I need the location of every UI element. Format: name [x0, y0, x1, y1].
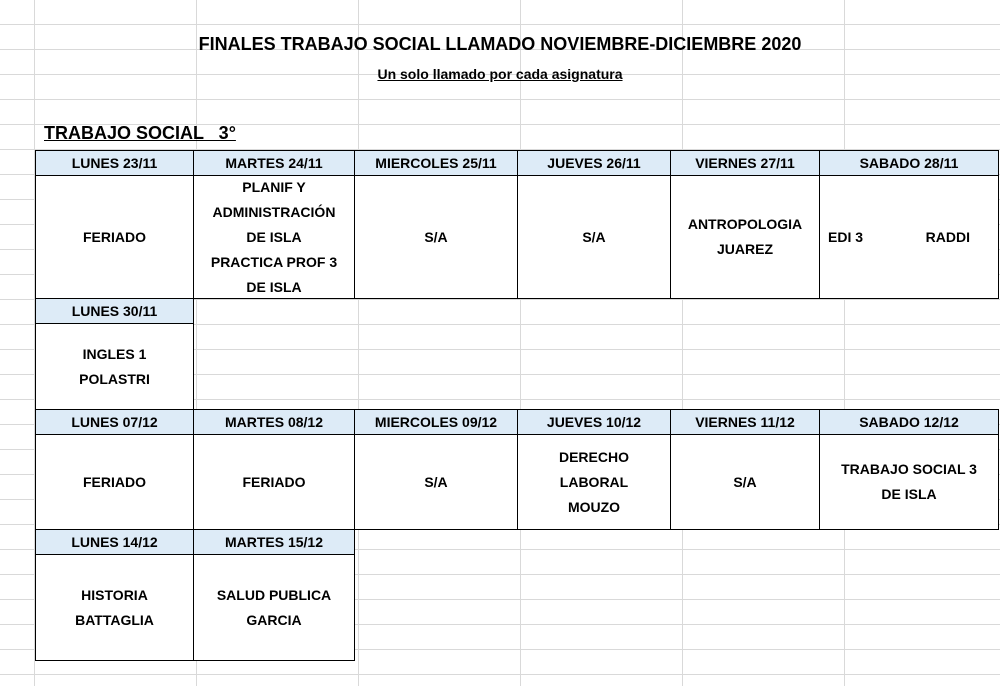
exam-cell-lunes-14-12	[35, 554, 194, 661]
exam-cell-jueves-26-11	[517, 175, 671, 299]
exam-cell-viernes-11-12	[670, 434, 820, 530]
day-header-sabado-12-12: SABADO 12/12	[819, 409, 999, 435]
exam-line: DE ISLA	[246, 228, 302, 245]
exam-cell-miercoles-25-11	[354, 175, 518, 299]
exam-cell-martes-08-12	[193, 434, 355, 530]
day-header-martes-15-12: MARTES 15/12	[193, 529, 355, 555]
day-header-miercoles-09-12: MIERCOLES 09/12	[354, 409, 518, 435]
exam-line: DE ISLA	[881, 486, 937, 502]
exam-line: LABORAL	[559, 473, 629, 490]
exam-line: PRACTICA PROF 3	[210, 253, 338, 270]
exam-line: JUAREZ	[716, 241, 773, 257]
day-header-sabado-28-11: SABADO 28/11	[819, 150, 999, 176]
exam-cell-lunes-30-11	[35, 323, 194, 410]
exam-cell-martes-15-12	[193, 554, 355, 661]
exam-line: DE ISLA	[246, 278, 302, 295]
day-header-lunes-14-12: LUNES 14/12	[35, 529, 194, 555]
day-header-viernes-11-12: VIERNES 11/12	[670, 409, 820, 435]
day-header-martes-24-11: MARTES 24/11	[193, 150, 355, 176]
day-header-jueves-26-11: JUEVES 26/11	[517, 150, 671, 176]
exam-cell-sabado-12-12	[819, 434, 999, 530]
exam-line: DERECHO	[558, 448, 629, 465]
day-header-jueves-10-12: JUEVES 10/12	[517, 409, 671, 435]
exam-line: PLANIF Y	[242, 178, 306, 195]
exam-line: S/A	[424, 228, 448, 245]
exam-line: RADDI	[925, 228, 970, 245]
exam-cell-jueves-10-12	[517, 434, 671, 530]
exam-line: TRABAJO SOCIAL 3	[841, 461, 977, 477]
day-header-lunes-07-12: LUNES 07/12	[35, 409, 194, 435]
section-title: TRABAJO SOCIAL 3°	[44, 123, 236, 143]
exam-cell-lunes-07-12	[35, 434, 194, 530]
exam-cell-martes-24-11	[193, 175, 355, 299]
exam-line: S/A	[424, 473, 448, 490]
exam-line: S/A	[733, 473, 757, 490]
exam-line: BATTAGLIA	[75, 611, 154, 628]
exam-line: FERIADO	[83, 473, 146, 490]
exam-cell-miercoles-09-12	[354, 434, 518, 530]
exam-cell-viernes-27-11	[670, 175, 820, 299]
exam-line: SALUD PUBLICA	[216, 586, 332, 603]
exam-line: ANTROPOLOGIA	[687, 216, 803, 232]
page-title: FINALES TRABAJO SOCIAL LLAMADO NOVIEMBRE-DICIEMBRE 2020	[198, 34, 802, 54]
exam-line: FERIADO	[242, 473, 306, 490]
page-subtitle: Un solo llamado por cada asignatura	[377, 66, 623, 82]
day-header-lunes-30-11: LUNES 30/11	[35, 298, 194, 324]
exam-line: ADMINISTRACIÓN	[212, 203, 336, 220]
exam-line: EDI 3	[828, 228, 864, 245]
exam-line: POLASTRI	[79, 370, 150, 387]
exam-line: MOUZO	[567, 498, 621, 515]
day-header-viernes-27-11: VIERNES 27/11	[670, 150, 820, 176]
day-header-martes-08-12: MARTES 08/12	[193, 409, 355, 435]
exam-line: INGLES 1	[82, 345, 147, 362]
exam-line: S/A	[582, 228, 606, 245]
exam-line: GARCIA	[246, 611, 302, 628]
exam-line: FERIADO	[83, 228, 146, 245]
day-header-lunes-23-11: LUNES 23/11	[35, 150, 194, 176]
exam-cell-lunes-23-11	[35, 175, 194, 299]
day-header-miercoles-25-11: MIERCOLES 25/11	[354, 150, 518, 176]
exam-line: HISTORIA	[81, 586, 148, 603]
exam-cell-sabado-28-11	[819, 175, 999, 299]
